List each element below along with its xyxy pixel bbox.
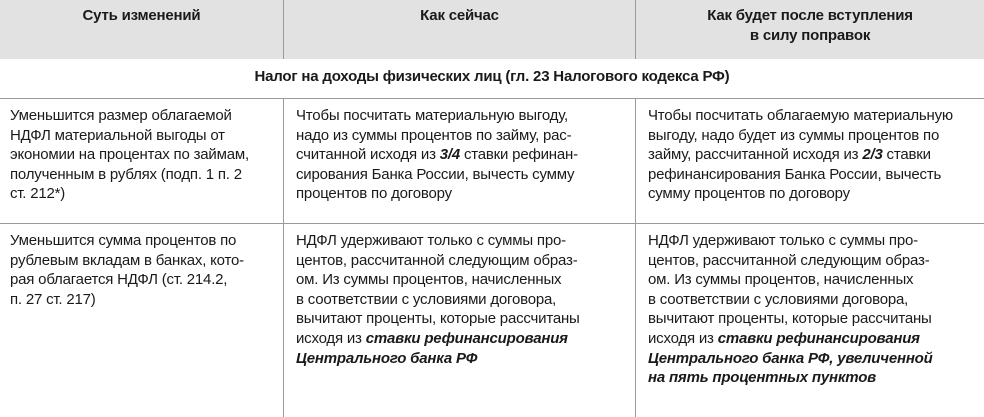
row-2-after-line: вычитают проценты, которые рассчитаны — [648, 310, 932, 328]
row-1-current-line: сирования Банка России, вычесть сумму — [296, 165, 575, 183]
row-2-current-emphasis: Центрального банка РФ — [296, 349, 478, 367]
row-2-change — [0, 224, 284, 417]
row-1-current-text: ставки рефинан- — [459, 146, 578, 164]
row-2-current-line: НДФЛ удерживают только с суммы про- — [296, 232, 566, 249]
row-1-after-line: рефинансирования Банка России, вычесть — [648, 165, 942, 183]
row-1-change-line: ст. 212*) — [10, 185, 66, 203]
row-2-current-line: вычитают проценты, которые рассчитаны — [296, 310, 580, 328]
row-1-after-line: сумму процентов по договору — [648, 185, 850, 203]
column-header-after-line-2: в силу поправок — [749, 27, 871, 44]
row-1-current — [284, 99, 636, 224]
column-header-current — [284, 0, 636, 59]
row-2-change-line: рая облагается НДФЛ (ст. 214.2, — [10, 271, 228, 289]
row-1-after-text: займу, рассчитанной исходя из — [648, 146, 863, 164]
section-title-text: Налог на доходы физических лиц (гл. 23 Налогового кодекса РФ) — [254, 68, 730, 85]
row-1-current-text: считанной исходя из — [296, 146, 440, 164]
row-1-current-line: надо из суммы процентов по займу, рас- — [296, 126, 572, 144]
row-2-change-line: п. 27 ст. 217) — [10, 290, 96, 308]
row-1-change-line: полученным в рублях (подп. 1 п. 2 — [10, 165, 242, 183]
column-header-essence — [0, 0, 284, 59]
row-1-after-text: ставки — [882, 146, 931, 164]
row-2-after-emphasis: ставки рефинансирования — [717, 329, 920, 347]
row-1-current-rate: 3/4 — [439, 146, 460, 164]
row-2-current-line — [296, 329, 625, 349]
row-2-after-text: исходя из — [648, 329, 718, 347]
row-2-after-line: ом. Из суммы процентов, начисленных — [648, 271, 914, 289]
row-1-after — [636, 99, 984, 224]
row-2-current-line: центов, рассчитанной следующим образ- — [296, 251, 578, 269]
column-header-after — [636, 0, 984, 59]
row-1-current-line — [296, 145, 625, 165]
row-1-change-line: НДФЛ материальной выгоды от — [10, 126, 225, 144]
row-1-current-line: процентов по договору — [296, 185, 452, 203]
row-1-change-line: экономии на процентах по займам, — [10, 146, 249, 164]
row-2-after-emphasis: Центрального банка РФ, увеличенной — [648, 349, 933, 367]
row-2-after-line: в соответствии с условиями договора, — [648, 290, 909, 308]
row-1-after-line: выгоду, надо будет из суммы процентов по — [648, 126, 940, 144]
row-2-after-line: НДФЛ удерживают только с суммы про- — [648, 232, 918, 249]
row-2-after-line: центов, рассчитанной следующим образ- — [648, 251, 930, 269]
row-2-current-text: исходя из — [296, 329, 366, 347]
column-header-after-line-1: Как будет после вступления — [707, 7, 913, 24]
section-title — [0, 59, 984, 99]
row-2-change-line: рублевым вкладам в банках, кото- — [10, 251, 244, 269]
row-2-current-line: в соответствии с условиями договора, — [296, 290, 557, 308]
row-1-current-line: Чтобы посчитать материальную выгоду, — [296, 107, 568, 124]
row-2-current — [284, 224, 636, 417]
row-2-after-line — [648, 329, 974, 349]
column-header-essence-label: Суть изменений — [82, 7, 201, 24]
row-2-change-line: Уменьшится сумма процентов по — [10, 232, 237, 249]
row-1-after-line: Чтобы посчитать облагаемую материальную — [648, 107, 953, 124]
row-2-current-emphasis: ставки рефинансирования — [365, 329, 568, 347]
row-2-current-line: ом. Из суммы процентов, начисленных — [296, 271, 562, 289]
row-1-change-line: Уменьшится размер облагаемой — [10, 107, 232, 124]
column-header-current-label: Как сейчас — [420, 7, 499, 24]
row-2-after — [636, 224, 984, 417]
row-1-after-rate: 2/3 — [862, 146, 883, 164]
row-1-after-line — [648, 145, 974, 165]
row-1-change — [0, 99, 284, 224]
row-2-after-emphasis: на пять процентных пунктов — [648, 369, 877, 387]
